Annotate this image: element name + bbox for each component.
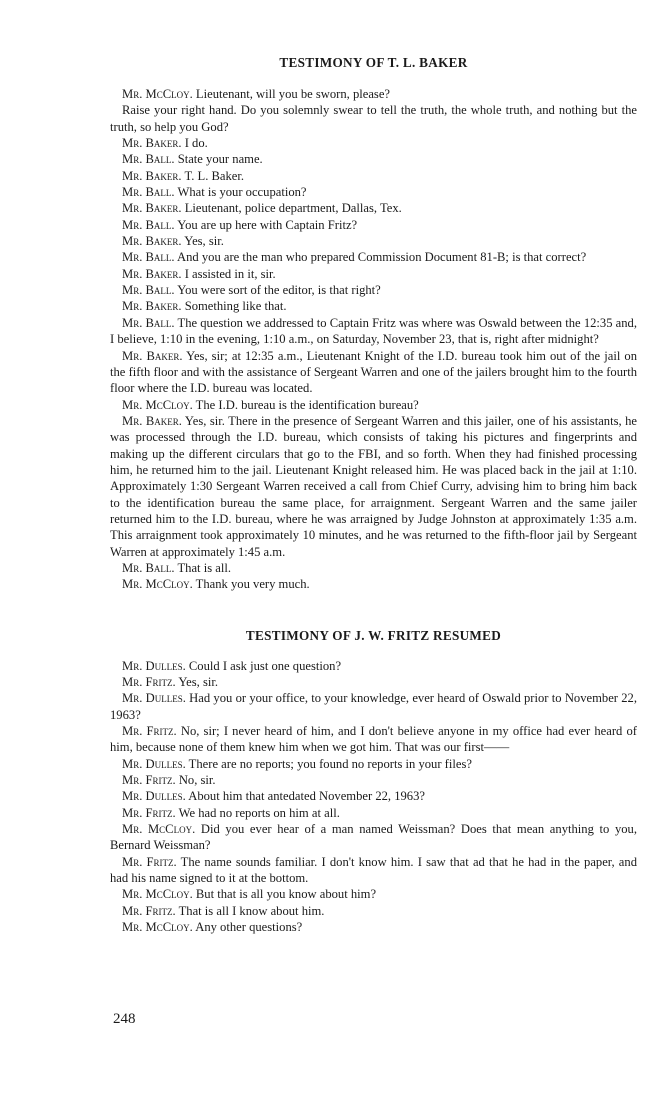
speaker-label: Mr. Baker.	[122, 348, 183, 363]
section-fritz-testimony	[110, 627, 637, 936]
paragraph-text: The I.D. bureau is the identification bureau?	[195, 397, 419, 412]
speaker-label: Mr. Ball.	[122, 560, 175, 575]
paragraph-text: Something like that.	[184, 299, 287, 314]
speaker-label: Mr. Ball.	[122, 152, 175, 167]
testimony-paragraph	[110, 102, 637, 135]
speaker-label: Mr. Fritz.	[122, 854, 177, 869]
section-baker-testimony	[110, 54, 637, 593]
paragraph-text: There are no reports; you found no reports in your files?	[188, 756, 472, 771]
testimony-paragraph	[110, 86, 637, 102]
speaker-label: Mr. Fritz.	[122, 903, 176, 918]
section-title: TESTIMONY OF J. W. FRITZ RESUMED	[245, 627, 502, 643]
testimony-paragraph	[110, 854, 637, 887]
testimony-paragraph	[110, 135, 637, 151]
testimony-paragraph	[110, 690, 637, 723]
testimony-paragraph	[110, 658, 637, 674]
speaker-label: Mr. McCloy.	[122, 87, 193, 101]
speaker-label: Mr. Baker.	[122, 299, 182, 314]
section-title: TESTIMONY OF T. L. BAKER	[279, 55, 468, 70]
speaker-label: Mr. Ball.	[122, 283, 175, 298]
testimony-paragraph	[110, 576, 637, 592]
paragraph-text: Any other questions?	[195, 920, 303, 935]
speaker-label: Mr. Ball.	[122, 315, 175, 330]
paragraph-text: No, sir; I never heard of him, and I don't believe anyone in my office had ever heard of him, because none of them knew him when we got him. That was our first——	[110, 724, 637, 755]
speaker-label: Mr. McCloy.	[122, 577, 193, 592]
paragraph-list	[110, 658, 637, 936]
paragraph-text: About him that antedated November 22, 1963?	[188, 789, 425, 804]
paragraph-text: Thank you very much.	[195, 577, 310, 592]
speaker-label: Mr. Baker.	[122, 136, 182, 151]
testimony-paragraph	[110, 723, 637, 756]
testimony-paragraph	[110, 298, 637, 314]
testimony-paragraph	[110, 315, 637, 348]
speaker-label: Mr. Ball.	[122, 217, 175, 232]
testimony-paragraph	[110, 184, 637, 200]
paragraph-text: No, sir.	[178, 773, 216, 788]
paragraph-text: We had no reports on him at all.	[178, 805, 340, 820]
testimony-paragraph	[110, 233, 637, 249]
testimony-paragraph	[110, 397, 637, 413]
paragraph-text: The name sounds familiar. I don't know him. I saw that ad that he had in the paper, and had his name signed to it at the bottom.	[110, 854, 637, 886]
testimony-paragraph	[110, 788, 637, 804]
testimony-paragraph	[110, 249, 637, 265]
speaker-label: Mr. McCloy.	[122, 822, 196, 837]
speaker-label: Mr. Dulles.	[122, 658, 186, 673]
paragraph-text: The question we addressed to Captain Fritz was where was Oswald between the 12:35 and, I believe, 1:10 in the evening, 1:10 a.m., on Saturday, November 23, that is, right after midnight?	[110, 315, 638, 347]
paragraph-text: I assisted in it, sir.	[184, 266, 276, 281]
testimony-paragraph	[110, 217, 637, 233]
speaker-label: Mr. Fritz.	[122, 675, 176, 689]
testimony-paragraph	[110, 772, 637, 788]
speaker-label: Mr. Fritz.	[122, 724, 177, 739]
speaker-label: Mr. Fritz.	[122, 805, 176, 820]
testimony-paragraph	[110, 560, 637, 576]
testimony-paragraph	[110, 674, 637, 690]
paragraph-text: That is all.	[177, 560, 231, 575]
testimony-paragraph	[110, 282, 637, 298]
paragraph-text: What is your occupation?	[177, 185, 307, 200]
document-page	[110, 54, 637, 936]
testimony-paragraph	[110, 903, 637, 919]
speaker-label: Mr. McCloy.	[122, 887, 193, 902]
paragraph-text: Yes, sir.	[184, 234, 224, 249]
paragraph-text: You are up here with Captain Fritz?	[177, 217, 358, 232]
speaker-label: Mr. Baker.	[122, 413, 182, 428]
paragraph-text: But that is all you know about him?	[195, 887, 377, 902]
speaker-label: Mr. Dulles.	[122, 756, 186, 771]
speaker-label: Mr. McCloy.	[122, 920, 193, 935]
testimony-paragraph	[110, 168, 637, 184]
paragraph-text: Had you or your office, to your knowledge, ever heard of Oswald prior to November 22, 1963?	[110, 691, 637, 722]
speaker-label: Mr. Baker.	[122, 266, 182, 281]
speaker-label: Mr. Baker.	[122, 168, 182, 183]
speaker-label: Mr. Ball.	[122, 185, 175, 200]
paragraph-text: I do.	[184, 136, 208, 151]
testimony-paragraph	[110, 200, 637, 216]
testimony-paragraph	[110, 348, 637, 397]
speaker-label: Mr. Baker.	[122, 201, 182, 216]
paragraph-text: Raise your right hand. Do you solemnly swear to tell the truth, the whole truth, and nothing but the truth, so help you God?	[110, 103, 637, 134]
paragraph-text: Did you ever hear of a man named Weissman? Does that mean anything to you, Bernard Weissman?	[110, 822, 637, 853]
testimony-paragraph	[110, 821, 637, 854]
paragraph-text: And you are the man who prepared Commission Document 81-B; is that correct?	[177, 250, 587, 265]
paragraph-text: Could I ask just one question?	[188, 658, 342, 673]
page-number: 248	[113, 1011, 136, 1027]
paragraph-text: Lieutenant, police department, Dallas, Tex.	[184, 201, 402, 216]
paragraph-text: Yes, sir; at 12:35 a.m., Lieutenant Knight of the I.D. bureau took him out of the jail on the fifth floor and with the assistance of Sergeant Warren and one of the jailers brought him to the fourth floor where the I.D. bureau was located.	[110, 348, 638, 396]
testimony-paragraph	[110, 805, 637, 821]
paragraph-list	[110, 86, 637, 593]
paragraph-text: Yes, sir. There in the presence of Sergeant Warren and this jailer, one of his assistants, he was processed through the I.D. bureau, which consists of taking his pictures and fingerprints and making up the different circulars that go to the FBI, and so forth. When they had finished processing him, he returned him to the jail. Lieutenant Knight released him. He was placed back in the jail at 1:10. Approximately 1:30 Sergeant Warren received a call from Chief Curry, advising him to bring him back to the identification bureau the same place, for arraignment. Sergeant Warren and the same jailer returned him to the I.D. bureau, where he was arraigned by Judge Johnston at approximately 1:35 a.m. This arraignment took approximately 10 minutes, and he was returned to the fifth-floor jail by Sergeant Warren at approximately 1:45 a.m.	[110, 413, 638, 559]
testimony-paragraph	[110, 151, 637, 167]
testimony-paragraph	[110, 756, 637, 772]
speaker-label: Mr. Baker.	[122, 234, 182, 249]
paragraph-text: Lieutenant, will you be sworn, please?	[195, 87, 391, 101]
testimony-paragraph	[110, 919, 637, 935]
speaker-label: Mr. Dulles.	[122, 691, 186, 706]
paragraph-text: That is all I know about him.	[178, 903, 325, 918]
speaker-label: Mr. McCloy.	[122, 397, 193, 412]
testimony-paragraph	[110, 886, 637, 902]
speaker-label: Mr. Dulles.	[122, 789, 186, 804]
paragraph-text: Yes, sir.	[178, 675, 219, 689]
paragraph-text: T. L. Baker.	[184, 168, 245, 183]
speaker-label: Mr. Ball.	[122, 250, 175, 265]
paragraph-text: State your name.	[177, 152, 263, 167]
paragraph-text: You were sort of the editor, is that right?	[177, 283, 381, 298]
speaker-label: Mr. Fritz.	[122, 773, 176, 788]
testimony-paragraph	[110, 413, 637, 560]
testimony-paragraph	[110, 266, 637, 282]
